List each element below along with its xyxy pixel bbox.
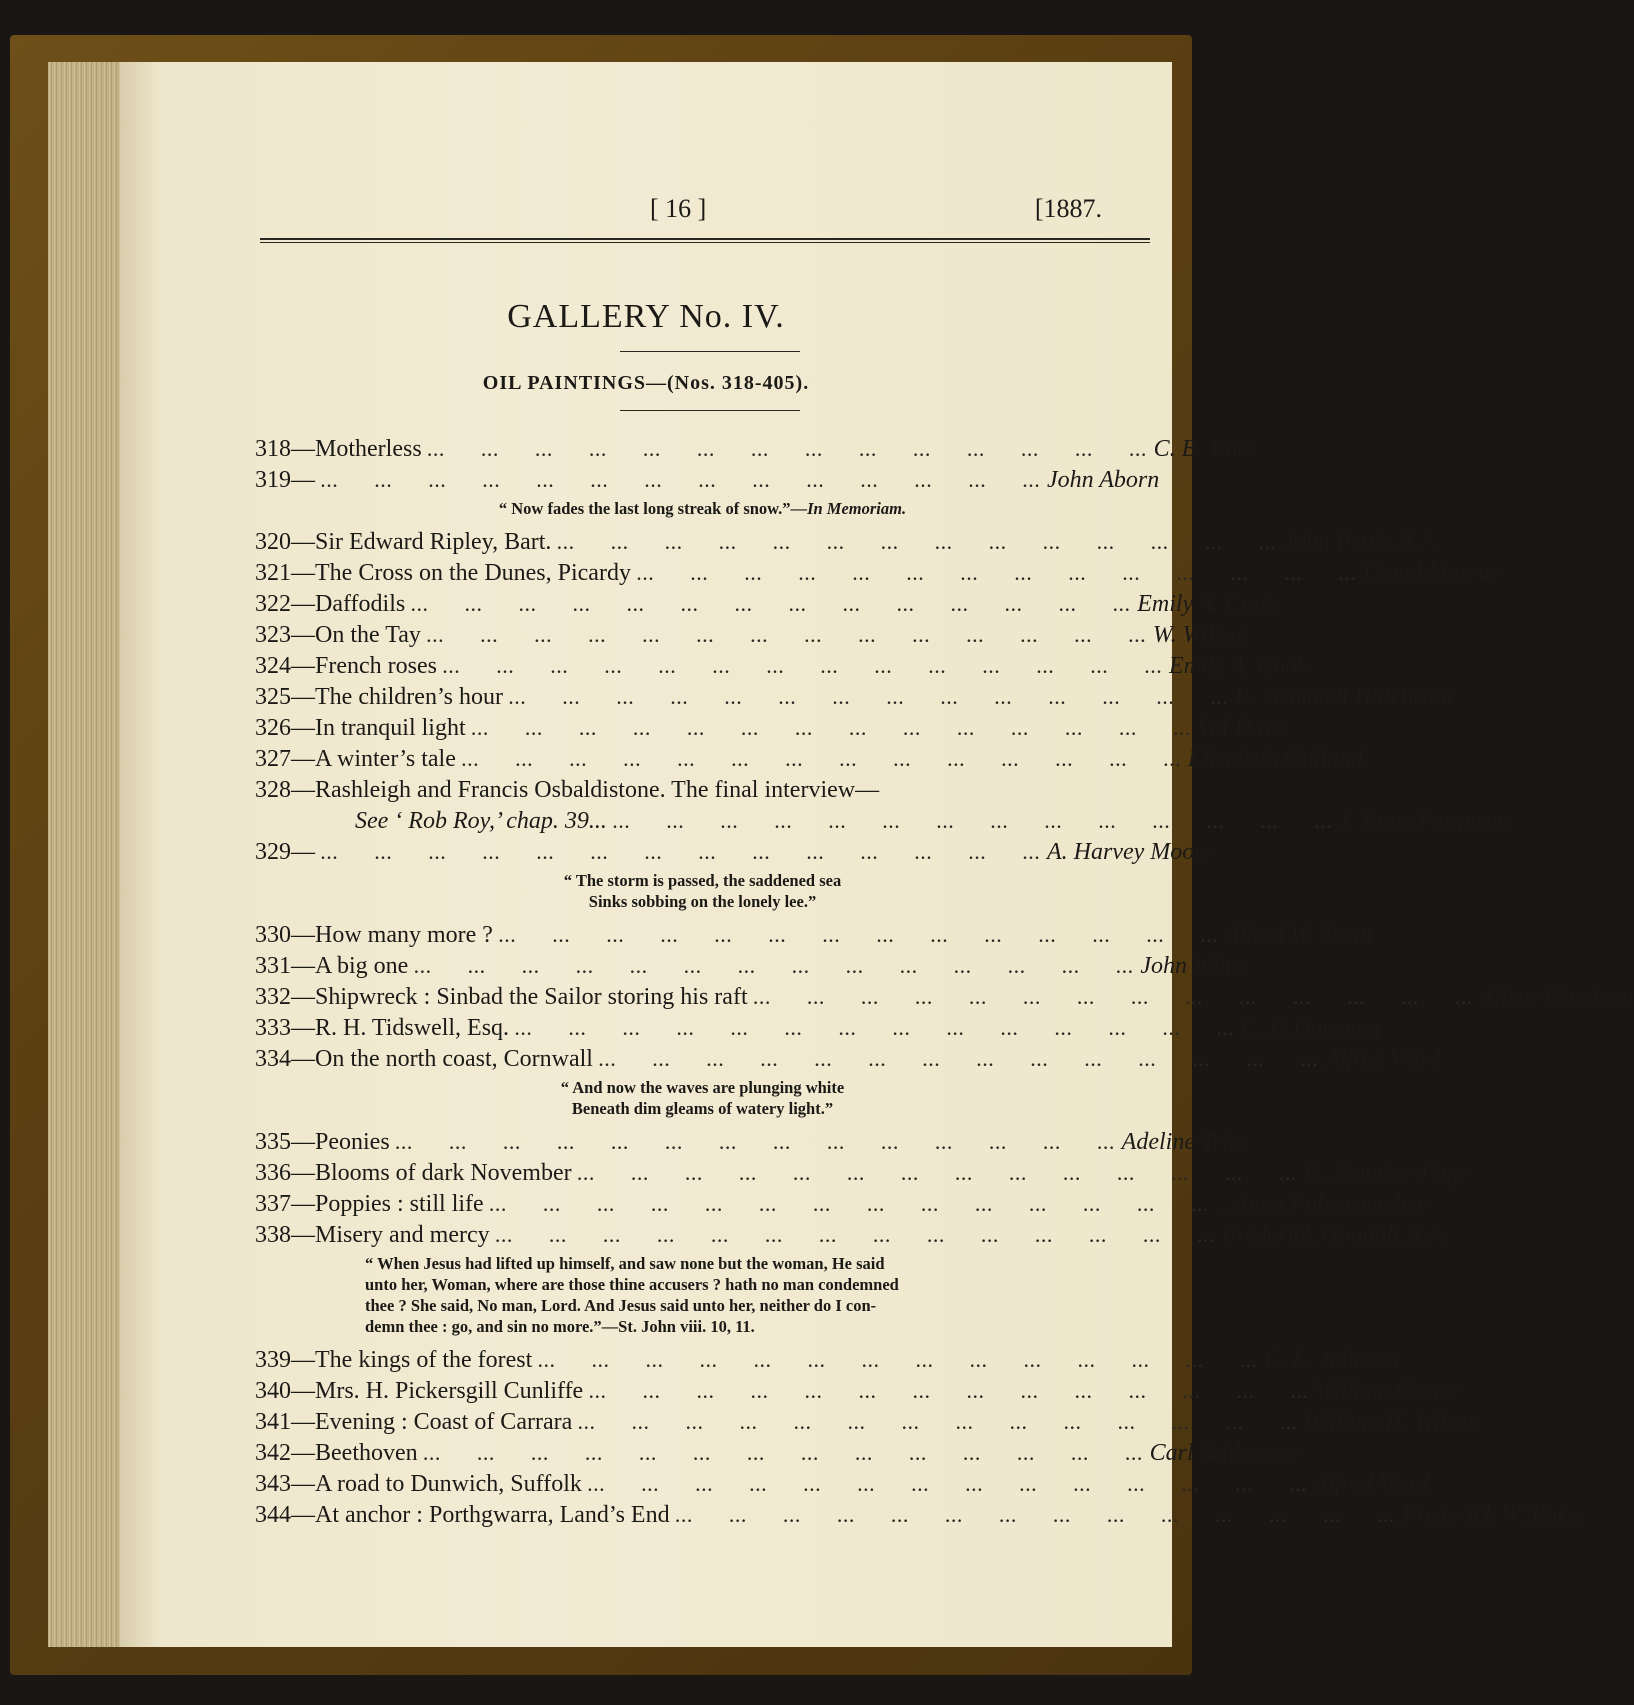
entry-title: How many more ?	[315, 922, 493, 948]
catalogue-page	[120, 62, 1634, 1647]
entry-number: 343—	[255, 1471, 315, 1497]
entry-number: 342—	[255, 1440, 315, 1466]
entry-artist: Alfred Ward	[1313, 1471, 1430, 1497]
entry-artist: John Pettie,	[1283, 529, 1399, 555]
entry-number: 341—	[255, 1409, 315, 1435]
catalogue-entry	[255, 589, 1277, 620]
entry-artist: John Aborn	[1047, 467, 1160, 493]
entry-number: 323—	[255, 622, 315, 648]
entry-title: Mrs. H. Pickersgill Cunliffe	[315, 1378, 584, 1404]
dot-leader: ... ... ... ... ... ... ... ... ... ... ... ... ... ...	[423, 1447, 1144, 1464]
entry-artist-suffix: R.A.	[1406, 1222, 1452, 1248]
dot-leader: ... ... ... ... ... ... ... ... ... ... ... ... ... ...	[587, 1478, 1308, 1495]
entry-artist: Val Davis	[1197, 715, 1291, 741]
catalogue-entry	[255, 744, 1364, 775]
gallery-title: GALLERY No. IV.	[507, 298, 785, 335]
dot-leader: ... ... ... ... ... ... ... ... ... ... ... ... ... ...	[508, 691, 1229, 708]
dot-leader: ... ... ... ... ... ... ... ... ... ... ... ... ... ...	[461, 753, 1182, 770]
entry-title: Poppies : still life	[315, 1191, 484, 1217]
entry-title: At anchor : Porthgwarra, Land’s End	[315, 1502, 670, 1528]
entry-artist: Adeline Trier	[1121, 1129, 1249, 1155]
catalogue-entry	[255, 775, 1150, 806]
entry-title: On the north coast, Cornwall	[315, 1046, 593, 1072]
entry-artist: C. P. Downing	[1241, 1015, 1381, 1041]
entry-title: Beethoven	[315, 1440, 418, 1466]
entry-artist: Frederick W. Baker	[1401, 1502, 1589, 1528]
entry-reference: See ‘ Rob Roy,’ chap. 39...	[355, 808, 607, 834]
catalogue-entry	[255, 465, 1160, 496]
dot-leader: ... ... ... ... ... ... ... ... ... ... ... ... ... ...	[538, 1354, 1259, 1371]
entry-title: Motherless	[315, 436, 422, 462]
entry-title: The children’s hour	[315, 684, 503, 710]
catalogue-entry	[255, 920, 1374, 951]
year: [1887.	[1034, 194, 1102, 223]
quote-line: Sinks sobbing on the lonely lee.”	[588, 892, 817, 911]
dot-leader: ... ... ... ... ... ... ... ... ... ... ... ... ... ...	[612, 815, 1333, 832]
dot-leader: ... ... ... ... ... ... ... ... ... ... ... ... ... ...	[557, 536, 1278, 553]
entry-artist: William Carter	[1315, 1378, 1460, 1404]
catalogue-entry-continuation	[255, 806, 1510, 837]
page-number: [ 16 ]	[650, 194, 707, 223]
entry-title: Evening : Coast of Carrara	[315, 1409, 573, 1435]
catalogue-entry	[255, 1345, 1399, 1376]
entry-artist: Elizabeth Gulland	[1187, 746, 1364, 772]
entry-artist: R. Gemmell Hutchison	[1234, 684, 1453, 710]
entry-quote	[255, 1077, 1150, 1119]
entry-artist: C. B. Yates	[1153, 436, 1259, 462]
entry-number: 335—	[255, 1129, 315, 1155]
entry-title: Blooms of dark November	[315, 1160, 572, 1186]
catalogue-entry	[255, 682, 1453, 713]
entry-number: 340—	[255, 1378, 315, 1404]
entry-title: Sir Edward Ripley, Bart.	[315, 529, 552, 555]
entry-title: Rashleigh and Francis Osbaldistone. The final interview—	[315, 777, 880, 803]
entry-number: 337—	[255, 1191, 315, 1217]
quote-line: “ And now the waves are plunging white	[560, 1078, 845, 1097]
quote-source: In Memoriam.	[807, 499, 907, 518]
entry-artist: Emily A. Cook	[1137, 591, 1277, 617]
catalogue-entry	[255, 620, 1248, 651]
dot-leader: ... ... ... ... ... ... ... ... ... ... ... ... ... ...	[414, 960, 1135, 977]
entry-artist: Frederick Goodall,	[1221, 1222, 1407, 1248]
entry-number: 338—	[255, 1222, 315, 1248]
catalogue-entry	[255, 951, 1249, 982]
catalogue-list	[255, 434, 1634, 1531]
catalogue-entry	[255, 434, 1259, 465]
entry-number: 331—	[255, 953, 315, 979]
entry-number: 327—	[255, 746, 315, 772]
catalogue-entry	[255, 527, 1444, 558]
catalogue-entry	[255, 1376, 1460, 1407]
entry-number: 325—	[255, 684, 315, 710]
quote-line: “ The storm is passed, the saddened sea	[563, 871, 842, 890]
entry-title: The kings of the forest	[315, 1347, 533, 1373]
catalogue-entry	[255, 713, 1291, 744]
dot-leader: ... ... ... ... ... ... ... ... ... ... ... ... ... ...	[442, 660, 1163, 677]
catalogue-entry	[255, 1469, 1430, 1500]
entry-title: In tranquil light	[315, 715, 466, 741]
entry-artist: A. Harvey Moore	[1047, 839, 1214, 865]
entry-artist: Albert Goodwin	[1479, 984, 1634, 1010]
dot-leader: ... ... ... ... ... ... ... ... ... ... ... ... ... ...	[675, 1509, 1396, 1526]
entry-number: 339—	[255, 1347, 315, 1373]
entry-number: 322—	[255, 591, 315, 617]
dot-leader: ... ... ... ... ... ... ... ... ... ... ... ... ... ...	[636, 567, 1357, 584]
entry-artist: David Murray	[1362, 560, 1501, 586]
entry-number: 330—	[255, 922, 315, 948]
entry-quote	[255, 1253, 1125, 1337]
dot-leader: ... ... ... ... ... ... ... ... ... ... ... ... ... ...	[515, 1022, 1236, 1039]
entry-title: Daffodils	[315, 591, 406, 617]
catalogue-entry	[255, 837, 1214, 868]
dot-leader: ... ... ... ... ... ... ... ... ... ... ... ... ... ...	[589, 1385, 1310, 1402]
dot-leader: ... ... ... ... ... ... ... ... ... ... ... ... ... ...	[321, 474, 1041, 491]
quote-line: thee ? She said, No man, Lord. And Jesus said unto her, neither do I con-	[365, 1296, 877, 1315]
dot-leader: ... ... ... ... ... ... ... ... ... ... ... ... ... ...	[489, 1198, 1210, 1215]
catalogue-entry	[255, 1500, 1589, 1531]
entry-artist: Carl Schloesser	[1149, 1440, 1303, 1466]
entry-artist: Alfred W. Strutt	[1224, 922, 1374, 948]
quote-line: Beneath dim gleams of watery light.”	[571, 1099, 834, 1118]
entry-quote: “ Now fades the last long streak of snow.”—In Memoriam.	[498, 499, 907, 518]
dot-leader: ... ... ... ... ... ... ... ... ... ... ... ... ... ...	[321, 846, 1041, 863]
entry-number: 332—	[255, 984, 315, 1010]
entry-artist: C. E. Johnson	[1264, 1347, 1399, 1373]
dot-leader: ... ... ... ... ... ... ... ... ... ... ... ... ... ...	[395, 1136, 1116, 1153]
page-edges	[48, 62, 130, 1647]
entry-artist: John White	[1140, 953, 1249, 979]
entry-artist: ...Anna Pulvermacher	[1215, 1191, 1427, 1217]
entry-artist: Emily A. Cook	[1168, 653, 1308, 679]
entry-artist: Alfred Ward	[1324, 1046, 1441, 1072]
catalogue-entry	[255, 1189, 1427, 1220]
catalogue-entry	[255, 1407, 1480, 1438]
entry-artist: William H. Wilson	[1304, 1409, 1480, 1435]
entry-number: 326—	[255, 715, 315, 741]
section-subtitle: OIL PAINTINGS—(Nos. 318-405).	[482, 372, 810, 394]
entry-number: 329—	[255, 839, 315, 865]
entry-number: 328—	[255, 777, 315, 803]
dot-leader: ... ... ... ... ... ... ... ... ... ... ... ... ... ...	[495, 1229, 1216, 1246]
entry-number: 321—	[255, 560, 315, 586]
entry-number: 319—	[255, 467, 315, 493]
dot-leader: ... ... ... ... ... ... ... ... ... ... ... ... ... ...	[577, 1167, 1298, 1184]
catalogue-entry	[255, 1438, 1303, 1469]
entry-title: French roses	[315, 653, 437, 679]
quote-line: “ When Jesus had lifted up himself, and saw none but the woman, He said	[365, 1254, 885, 1273]
quote-line: demn thee : go, and sin no more.”—St. John viii. 10, 11.	[365, 1317, 755, 1336]
entry-number: 334—	[255, 1046, 315, 1072]
dot-leader: ... ... ... ... ... ... ... ... ... ... ... ... ... ...	[426, 629, 1147, 646]
catalogue-entry	[255, 1158, 1470, 1189]
entry-title: Misery and mercy	[315, 1222, 490, 1248]
entry-artist: J. Knox Ferguson	[1338, 808, 1510, 834]
dot-leader: ... ... ... ... ... ... ... ... ... ... ... ... ... ...	[753, 991, 1474, 1008]
catalogue-entry	[255, 982, 1634, 1013]
entry-artist: H. Maurice Page	[1303, 1160, 1470, 1186]
entry-title: Shipwreck : Sinbad the Sailor storing his raft	[315, 984, 748, 1010]
entry-number: 333—	[255, 1015, 315, 1041]
entry-title: A big one	[315, 953, 409, 979]
entry-title: R. H. Tidswell, Esq.	[315, 1015, 510, 1041]
title-rule	[620, 351, 800, 352]
entry-title: The Cross on the Dunes, Picardy	[315, 560, 631, 586]
header-rule	[260, 238, 1150, 243]
catalogue-entry	[255, 1044, 1441, 1075]
dot-leader: ... ... ... ... ... ... ... ... ... ... ... ... ... ...	[427, 443, 1148, 460]
entry-artist-suffix: R.A.	[1398, 529, 1444, 555]
subtitle-rule	[620, 410, 800, 411]
entry-title: On the Tay	[315, 622, 421, 648]
entry-number: 320—	[255, 529, 315, 555]
entry-title: Peonies	[315, 1129, 390, 1155]
entry-title: A winter’s tale	[315, 746, 456, 772]
entry-number: 324—	[255, 653, 315, 679]
dot-leader: ... ... ... ... ... ... ... ... ... ... ... ... ... ...	[471, 722, 1192, 739]
page-header	[120, 194, 1172, 234]
catalogue-entry	[255, 1127, 1249, 1158]
catalogue-entry	[255, 1013, 1381, 1044]
dot-leader: ... ... ... ... ... ... ... ... ... ... ... ... ... ...	[598, 1053, 1319, 1070]
dot-leader: ... ... ... ... ... ... ... ... ... ... ... ... ... ...	[578, 1416, 1299, 1433]
entry-number: 336—	[255, 1160, 315, 1186]
entry-number: 344—	[255, 1502, 315, 1528]
quote-line: unto her, Woman, where are those thine accusers ? hath no man condemned	[365, 1275, 899, 1294]
entry-title: A road to Dunwich, Suffolk	[315, 1471, 582, 1497]
entry-number: 318—	[255, 436, 315, 462]
dot-leader: ... ... ... ... ... ... ... ... ... ... ... ... ... ...	[498, 929, 1219, 946]
catalogue-entry	[255, 1220, 1452, 1251]
dot-leader: ... ... ... ... ... ... ... ... ... ... ... ... ... ...	[411, 598, 1132, 615]
entry-artist: W. Wilson	[1152, 622, 1248, 648]
catalogue-entry	[255, 651, 1308, 682]
catalogue-entry	[255, 558, 1501, 589]
entry-quote	[255, 870, 1150, 912]
